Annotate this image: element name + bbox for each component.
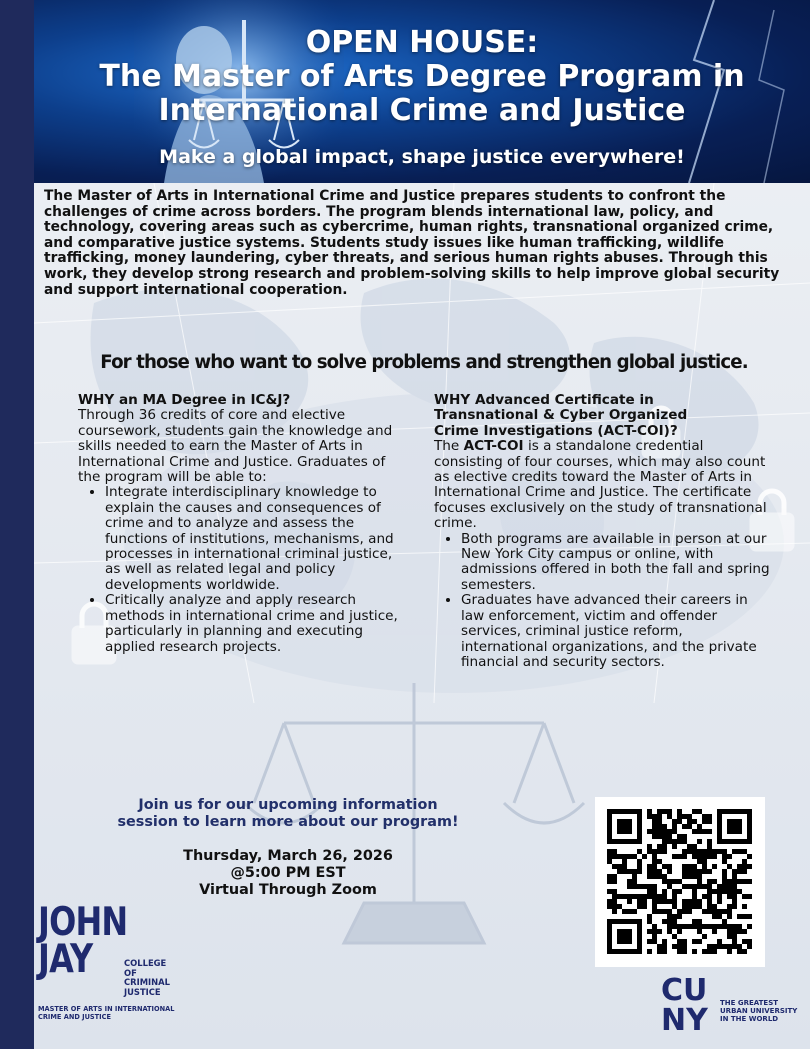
logo-jay: JAY [38, 937, 93, 982]
logo-john: JOHN [38, 900, 128, 945]
program-facts-list [434, 532, 772, 671]
list-item: • Integrate interdisciplinary knowledge to explain the causes and consequences of crime and to analyze and assess the functions of institutions, mechanisms, and processes in international criminal justice, as well as related legal and policy developments worldwide. [105, 485, 398, 593]
tagline-line: IN THE WORLD [720, 1015, 779, 1023]
event-time: @5:00 PM EST [230, 865, 346, 881]
logo-line: MASTER OF ARTS IN INTERNATIONAL [38, 1005, 175, 1013]
logo-line: CRIME AND JUSTICE [38, 1013, 111, 1021]
title-line: OPEN HOUSE: [305, 25, 539, 60]
logo-line: COLLEGE [124, 958, 167, 968]
cuny-mark [660, 972, 718, 1032]
left-accent-bar [0, 0, 34, 1049]
intro-paragraph: The Master of Arts in International Crime and Justice prepares students to confront the challenges of crime across borders. The program blends international law, policy, and technology, covering areas such as cybercrime, human rights, transnational organized crime, and comparative justice systems. Students study issues like human trafficking, wildlife trafficking, money laundering, cyber threats, and serious human rights abuses. Through this work, they develop strong research and problem-solving skills to help improve global security and support international cooperation. [44, 188, 780, 298]
tagline-line: URBAN UNIVERSITY [720, 1007, 798, 1015]
invite-text [78, 797, 498, 831]
section-heading: WHY an MA Degree in IC&J? [78, 392, 291, 408]
cuny-logo [660, 972, 808, 1032]
page-subtitle: Make a global impact, shape justice everywhere! [159, 146, 685, 168]
tagline-line: THE GREATEST [720, 999, 779, 1007]
john-jay-logo [38, 900, 188, 1024]
list-item: • Critically analyze and apply research methods in international crime and justice, particularly in planning and executing applied research projects. [105, 593, 398, 655]
event-details [118, 848, 458, 899]
event-location: Virtual Through Zoom [199, 882, 377, 898]
title-line: The Master of Arts Degree Program in [99, 59, 745, 94]
heading-line: Crime Investigations (ACT-COI)? [434, 422, 678, 439]
cuny-tagline [720, 999, 810, 1023]
body-rest: is a standalone credential consisting of four courses, which may also count as elective credits toward the Master of Arts in International Crime and Justice. The certificate focuses exclusively on the study of transnational crime. [434, 438, 767, 532]
logo-line: OF [124, 967, 137, 978]
cuny-letters-top: CU [661, 973, 708, 1008]
logo-program-text [38, 1005, 188, 1021]
title-line: International Crime and Justice [158, 93, 686, 128]
section-heading [434, 393, 772, 439]
invite-line: session to learn more about our program! [117, 814, 459, 830]
heading-line: WHY Advanced Certificate in [434, 392, 654, 408]
heading-line: Transnational & Cyber Organized [434, 407, 688, 424]
cuny-letters-bottom: NY [661, 1003, 708, 1032]
qr-code[interactable] [595, 797, 765, 967]
section-body [434, 439, 772, 531]
page-title [34, 26, 810, 128]
certificate-section [434, 393, 772, 670]
list-item: • Both programs are available in person at our New York City campus or online, with admissions offered in both the fall and spring semesters. [461, 532, 772, 594]
event-date: Thursday, March 26, 2026 [183, 848, 393, 864]
body-prefix: The [434, 438, 464, 455]
logo-college-text [124, 959, 204, 997]
logo-line: JUSTICE [124, 986, 161, 997]
list-item: • Graduates have advanced their careers in law enforcement, victim and offender services, criminal justice reform, international organizations, and the private financial and security sectors. [461, 593, 772, 670]
outcomes-list [78, 485, 398, 654]
tagline: For those who want to solve problems and strengthen global justice. [100, 352, 748, 373]
invite-line: Join us for our upcoming information [138, 797, 438, 813]
ma-degree-section [78, 393, 398, 655]
section-body: Through 36 credits of core and elective coursework, students gain the knowledge and skills needed to earn the Master of Arts in International Crime and Justice. Graduates of the program will be able to: [78, 407, 393, 486]
header-banner [34, 0, 810, 183]
logo-line: CRIMINAL [124, 977, 170, 988]
body-strong: ACT-COI [463, 438, 524, 455]
